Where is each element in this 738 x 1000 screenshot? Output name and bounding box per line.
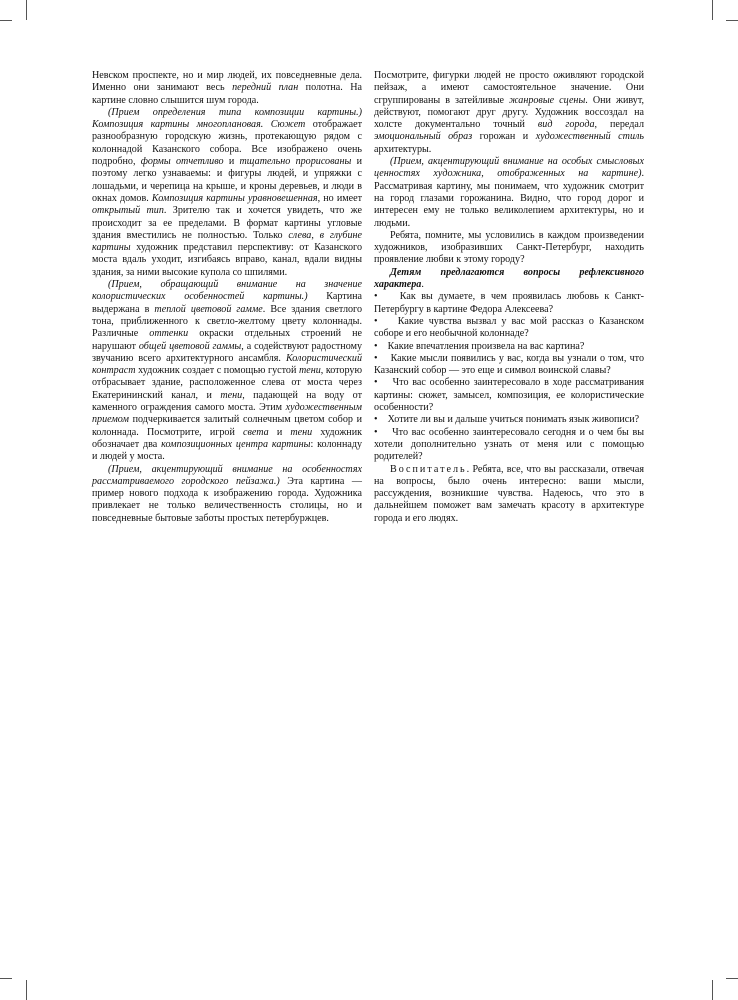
- right-column: [374, 70, 644, 525]
- crop-mark-top-left-h: [0, 20, 12, 21]
- left-paragraph-1: Невском проспекте, но и мир людей, их повседневные дела. Именно они занимают весь передний план полотна. На картине словно слышится шум города.: [92, 70, 362, 106]
- question-item: • Что вас особенно заинтересовало в ходе рассматривания картины: сюжет, замысел, композиция, ее колористические особенности?: [374, 377, 644, 414]
- crop-mark-top-right-h: [726, 20, 738, 21]
- question-item: • Хотите ли вы и дальше учиться понимать язык живописи?: [374, 414, 640, 426]
- question-item: • Что вас особенно заинтересовало сегодня и о чем бы вы хотели дополнительно узнать от меня или с помощью родителей?: [374, 426, 645, 463]
- left-paragraph-4: (Прием, акцентирующий внимание на особенностях рассматриваемого городского пейзажа.) Эта картина — пример нового подхода к изображению города. Художника привлекает не только величественность столицы, но и повседневные бытовые заботы простых петербуржцев.: [92, 463, 362, 524]
- crop-mark-bottom-right-h: [726, 978, 738, 979]
- crop-mark-top-right: [712, 0, 713, 20]
- right-paragraph-1: Посмотрите, фигурки людей не просто оживляют городской пейзаж, а имеют самостоятельное значение. Они сгруппированы в затейливые жанровые сцены. Они живут, действуют, помогают друг другу. Художник воссоздал на холсте документально точный вид города, передал эмоциональный образ горожан и художественный стиль архитектуры.: [374, 70, 644, 155]
- crop-mark-bottom-left: [26, 980, 27, 1000]
- crop-mark-bottom-right: [712, 980, 713, 1000]
- closing-paragraph: Воспитатель. Ребята, все, что вы рассказали, отвечая на вопросы, было очень интересно: ваши мысли, рассуждения, возникшие чувства. Надеюсь, что это в дальнейшем поможет вам замечать красоту в архитектуре города и его людях.: [374, 463, 644, 524]
- left-paragraph-2: (Прием определения типа композиции картины.) Композиция картины многоплановая. Сюжет отображает разнообразную городскую жизнь, протекающую рядом с колоннадой Казанского собора. Все изображено очень подробно, формы отчетливо и тщательно прорисованы и поэтому легко узнаваемы: и фигуры людей, и упряжки с лошадьми, и черепица на крыше, и кроны деревьев, и люди в окнах домов. Композиция картины уравновешенная, но имеет открытый тип. Зрителю так и хочется увидеть, что же происходит за ее пределами. В формат картины угловые здания вместились не полностью. Только слева, в глубине картины художник представил перспективу: от Казанского моста вдаль уходит, изгибаясь вправо, канал, вдали видны здания, за ними высокие купола со шпилями.: [92, 106, 363, 278]
- reflexive-questions-heading: Детям предлагаются вопросы рефлексивного характера.: [374, 266, 644, 291]
- question-item: • Какие чувства вызвал у вас мой рассказ о Казанском соборе и его необычной колоннаде?: [374, 315, 645, 340]
- question-item: • Какие впечатления произвела на вас картина?: [374, 340, 585, 352]
- left-column: [92, 70, 362, 525]
- crop-mark-bottom-left-h: [0, 978, 12, 979]
- question-item: • Как вы думаете, в чем проявилась любовь к Санкт-Петербургу в картине Федора Алексеева?: [374, 291, 644, 315]
- question-item: • Какие мысли появились у вас, когда вы узнали о том, что Казанский собор — это еще и символ воинской славы?: [374, 352, 645, 377]
- right-paragraph-3: Ребята, помните, мы условились в каждом произведении художников, изобразивших Санкт-Петербург, находить проявление любви к этому городу?: [374, 229, 644, 266]
- left-paragraph-3: (Прием, обращающий внимание на значение колористических особенностей картины.) Картина выдержана в теплой цветовой гамме. Все здания светлого тона, приближенного к светло-желтому цвету колоннады. Различные оттенки окраски отдельных строений не нарушают общей цветовой гаммы, а содействуют радостному звучанию всего архитектурного ансамбля. Колористический контраст художник создает с помощью густой тени, которую отбрасывает здание, расположенное слева от моста через Екатерининский канал, и тени, падающей на воду от каменного ограждения самого моста. Этим художественным приемом подчеркивается залитый солнечным цветом собор и колоннада. Посмотрите, игрой света и тени художник обозначает два композиционных центра картины: колоннаду и людей у моста.: [92, 279, 363, 463]
- crop-mark-top-left: [26, 0, 27, 20]
- right-paragraph-2: (Прием, акцентирующий внимание на особых смысловых ценностях художника, отображенных на картине). Рассматривая картину, мы понимаем, что художник смотрит на город глазами горожанина. Видно, что город дорог и интересен ему не только великолепием архитектуры, но и людьми.: [374, 156, 644, 229]
